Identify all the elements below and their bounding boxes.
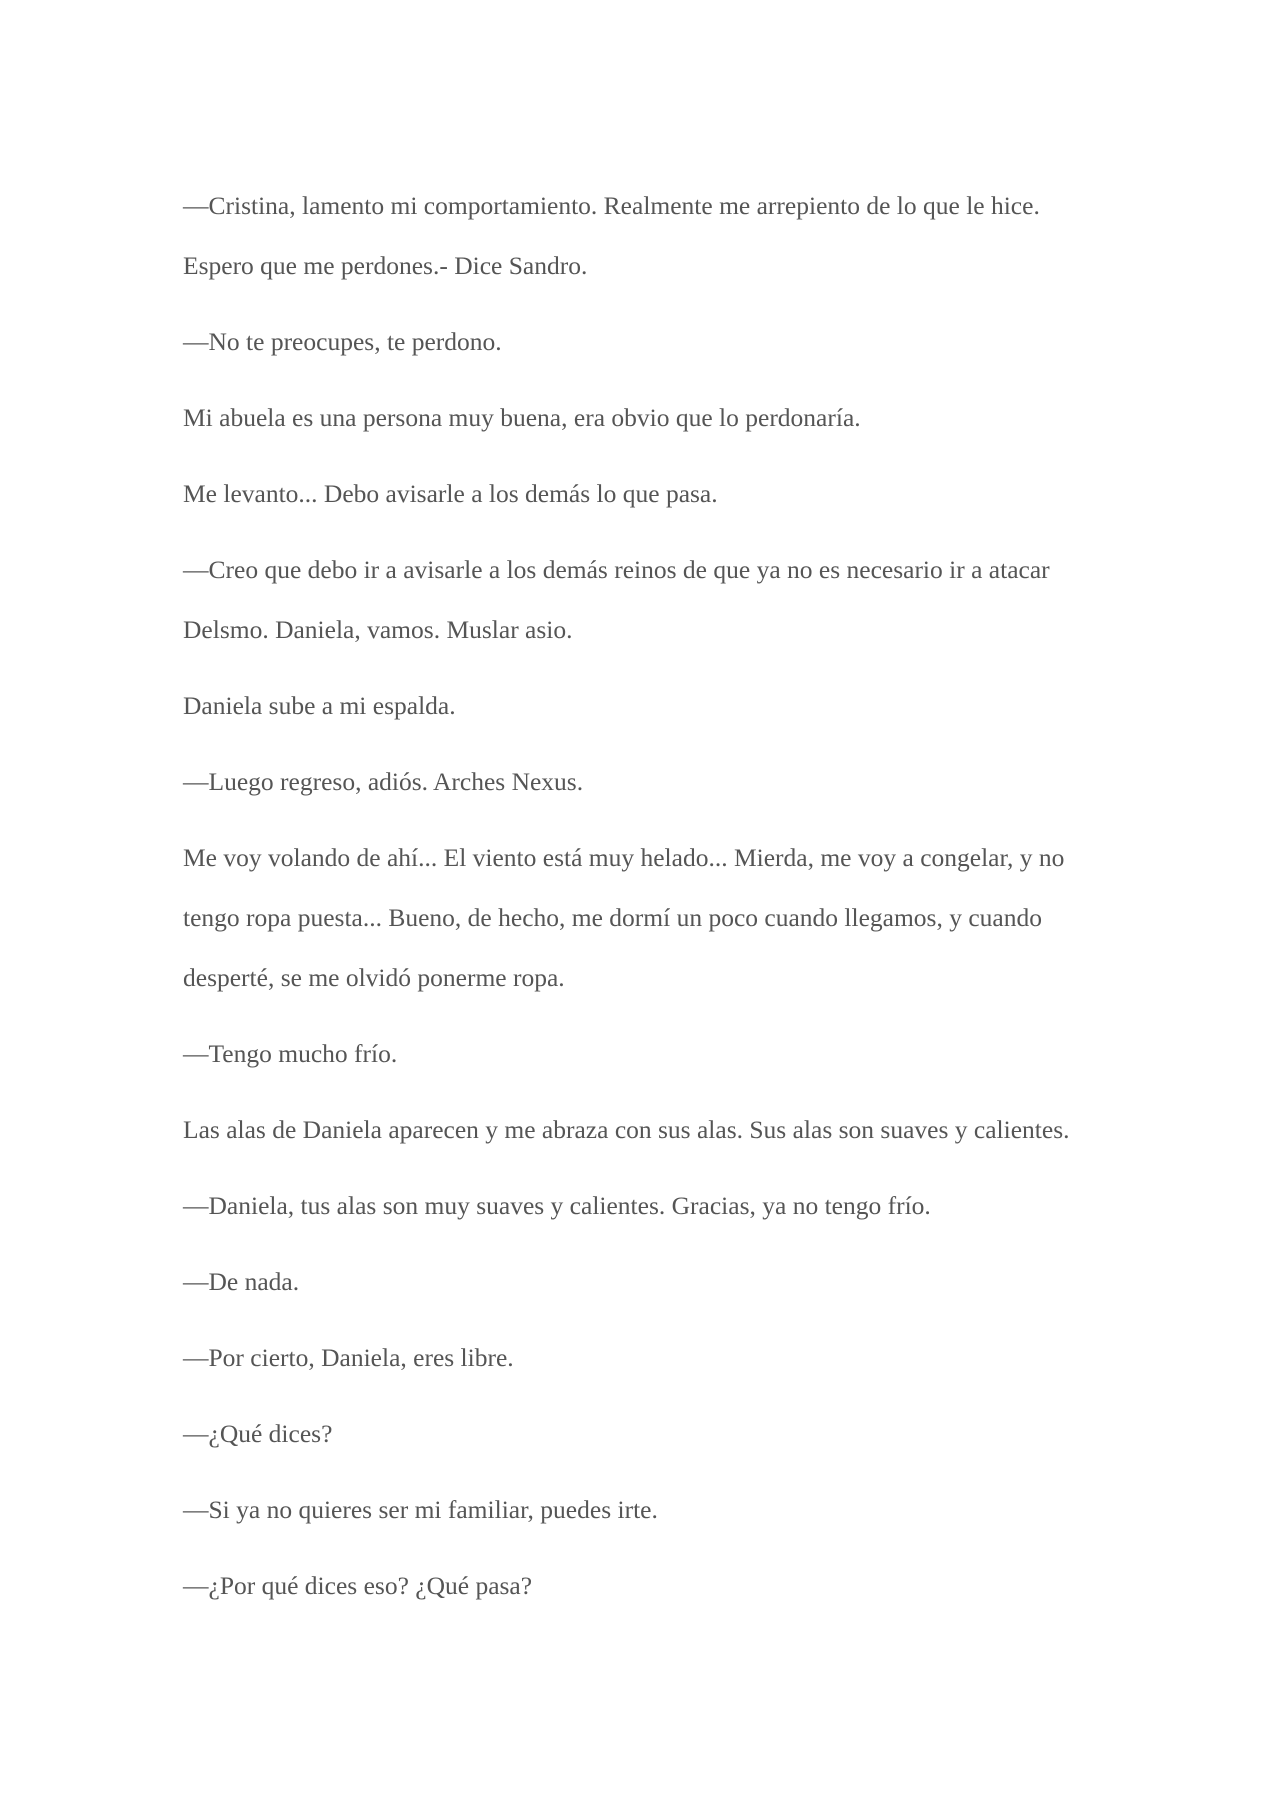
paragraph: Me voy volando de ahí... El viento está muy helado... Mierda, me voy a congelar, y no tengo ropa puesta... Bueno, de hecho, me dormí un poco cuando llegamos, y cuando desperté, se me olvidó ponerme ropa.	[183, 843, 1065, 992]
paragraph: Me levanto... Debo avisarle a los demás lo que pasa.	[183, 479, 718, 508]
paragraph: —Creo que debo ir a avisarle a los demás reinos de que ya no es necesario ir a atacar Delsmo. Daniela, vamos. Muslar asio.	[183, 555, 1050, 644]
paragraph: Las alas de Daniela aparecen y me abraza con sus alas. Sus alas son suaves y calientes.	[183, 1115, 1070, 1144]
paragraph: —Daniela, tus alas son muy suaves y calientes. Gracias, ya no tengo frío.	[183, 1191, 931, 1220]
paragraph: —De nada.	[183, 1267, 300, 1296]
paragraph: —Por cierto, Daniela, eres libre.	[183, 1343, 514, 1372]
paragraph: —Si ya no quieres ser mi familiar, puedes irte.	[183, 1495, 658, 1524]
paragraph: —No te preocupes, te perdono.	[183, 327, 502, 356]
paragraph: —Cristina, lamento mi comportamiento. Realmente me arrepiento de lo que le hice. Espero que me perdones.- Dice Sandro.	[183, 191, 1040, 280]
text-body	[183, 176, 1103, 1632]
paragraph: —Luego regreso, adiós. Arches Nexus.	[183, 767, 584, 796]
paragraph: —¿Por qué dices eso? ¿Qué pasa?	[183, 1571, 533, 1600]
paragraph: —¿Qué dices?	[183, 1419, 333, 1448]
paragraph: —Tengo mucho frío.	[183, 1039, 398, 1068]
paragraph: Daniela sube a mi espalda.	[183, 691, 456, 720]
paragraph: Mi abuela es una persona muy buena, era obvio que lo perdonaría.	[183, 403, 861, 432]
